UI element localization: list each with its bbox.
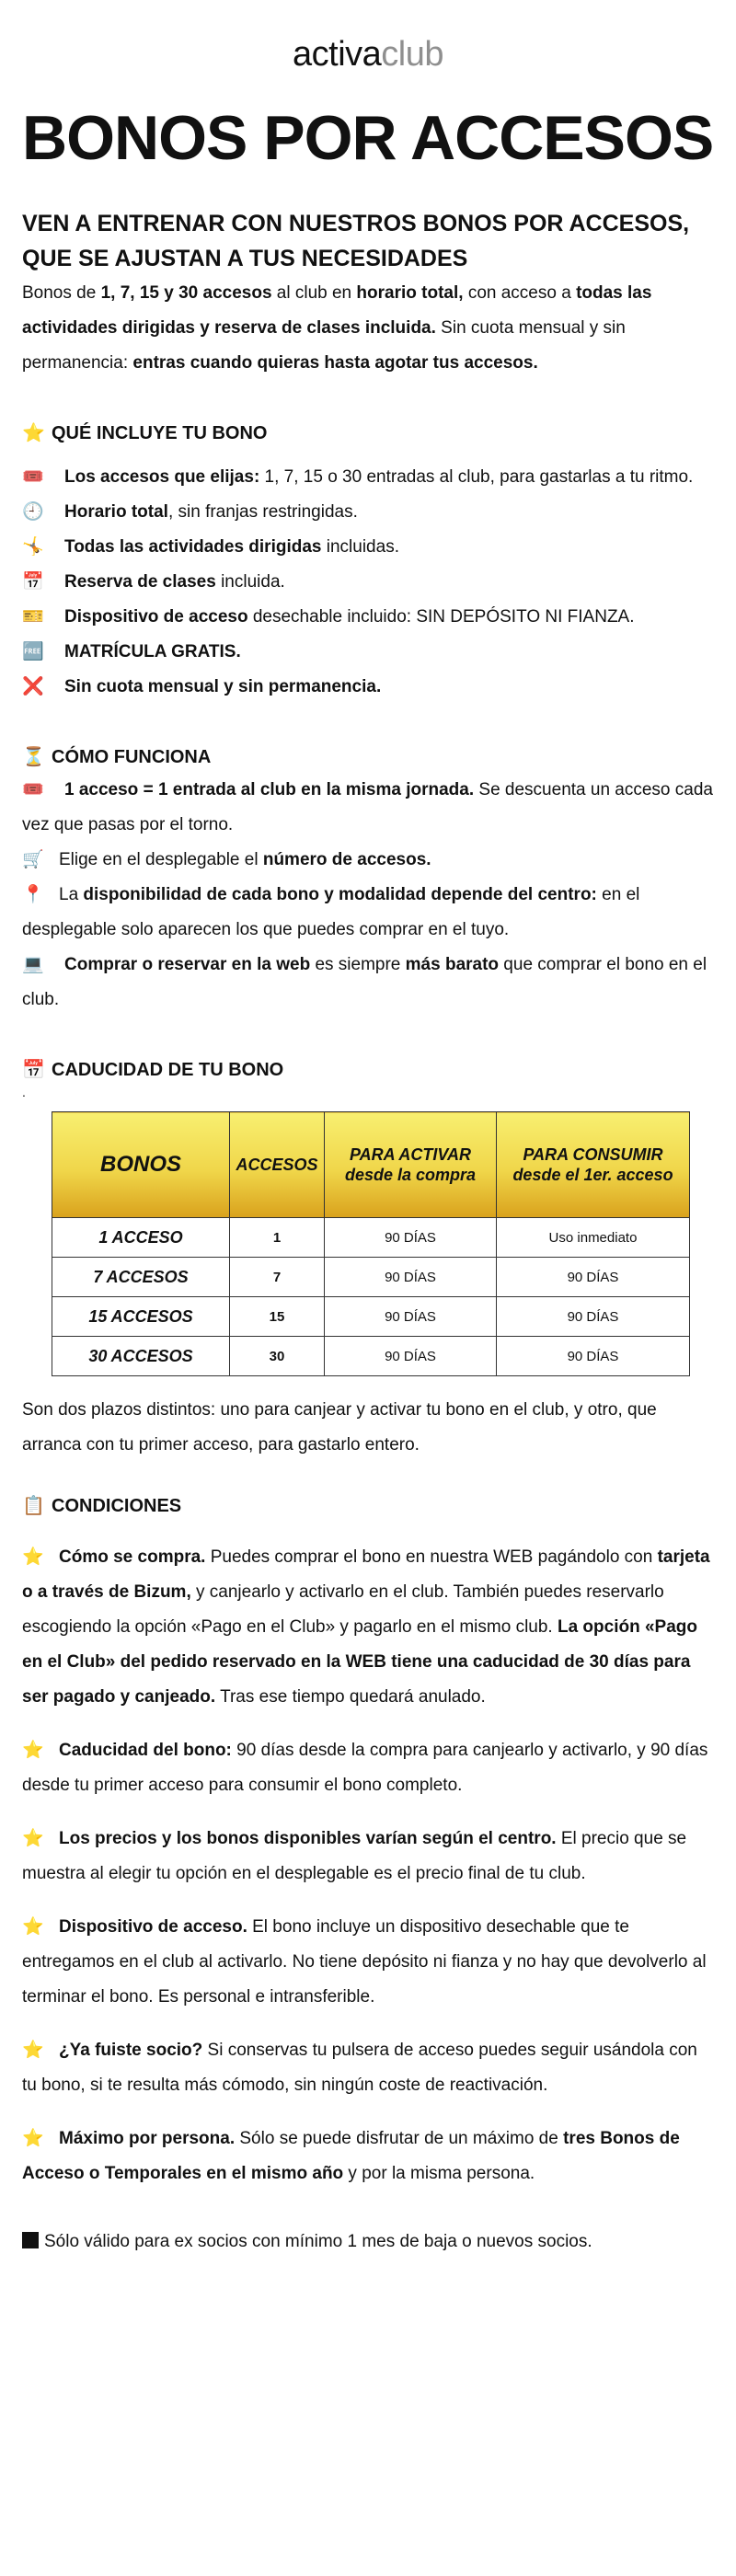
condition-purchase (22, 1540, 714, 1715)
item-bold: Todas las actividades dirigidas (64, 537, 322, 557)
item-bold: Sin cuota mensual y sin permanencia. (64, 677, 382, 696)
section-expiry-heading: CADUCIDAD DE TU BONO (52, 1060, 284, 1080)
list-item (22, 530, 714, 565)
includes-list (22, 460, 714, 705)
para-text: Elige en el desplegable el (59, 850, 263, 869)
para-text: Se descuenta un acceso cada vez que pasas por el torno. (22, 780, 713, 834)
star-icon: ⭐ (22, 1547, 44, 1567)
final-note (22, 2225, 714, 2260)
condition-prices (22, 1822, 714, 1892)
ticket-icon: 🎟️ (22, 467, 44, 487)
how-paragraph-2 (22, 843, 714, 878)
cart-icon: 🛒 (22, 850, 44, 869)
condition-expiry (22, 1733, 714, 1803)
ticket-card-icon: 🎫 (22, 607, 44, 627)
cond-bold-2: tarjeta o a través de Bizum, (22, 1547, 710, 1602)
cond-bold: ¿Ya fuiste socio? (59, 2041, 203, 2060)
item-bold: Horario total (64, 502, 168, 522)
intro-text-3: con acceso a (463, 283, 577, 303)
item-bold: MATRÍCULA GRATIS. (64, 642, 241, 661)
star-icon: ⭐ (22, 2129, 44, 2148)
table-row (52, 1337, 690, 1376)
cond-text-2: y canjearlo y activarlo en el club. También puedes reservarlo escogiendo la opción «Pago en el Club» y pagarlo en el mismo club. (22, 1582, 664, 1637)
cell-accesos: 15 (230, 1297, 325, 1337)
item-bold: Reserva de clases (64, 572, 216, 592)
list-item (22, 460, 714, 495)
condition-former-member (22, 2033, 714, 2103)
para-text-2: que comprar el bono en el club. (22, 955, 707, 1009)
cell-name: 15 ACCESOS (52, 1297, 230, 1337)
item-text: 1, 7, 15 o 30 entradas al club, para gastarlas a tu ritmo. (259, 467, 694, 487)
cell-activar: 90 DÍAS (325, 1218, 497, 1258)
intro-paragraph (22, 276, 714, 381)
intro-bold-1: 1, 7, 15 y 30 accesos (100, 283, 272, 303)
star-icon: ⭐ (22, 423, 45, 443)
cell-accesos: 7 (230, 1258, 325, 1297)
cell-activar: 90 DÍAS (325, 1297, 497, 1337)
how-paragraph-1 (22, 773, 714, 843)
cond-bold: Máximo por persona. (59, 2129, 236, 2148)
cond-text: 90 días desde la compra para canjearlo y activarlo, y 90 días desde tu primer acceso para consumir el bono completo. (22, 1741, 708, 1795)
condition-max-per-person (22, 2122, 714, 2191)
cond-text: Puedes comprar el bono en nuestra WEB pagándolo con (205, 1547, 658, 1567)
list-item (22, 565, 714, 600)
cell-consumir: 90 DÍAS (497, 1258, 690, 1297)
section-conditions-title (22, 1490, 714, 1522)
calendar-icon: 📅 (22, 1060, 45, 1080)
header-accesos: ACCESOS (230, 1112, 325, 1218)
para-bold-2: más barato (405, 955, 500, 974)
para-bold: disponibilidad de cada bono y modalidad depende del centro: (83, 885, 597, 904)
para-text-2: en el desplegable solo aparecen los que puedes comprar en el tuyo. (22, 885, 640, 939)
section-how-heading: CÓMO FUNCIONA (52, 747, 212, 767)
condition-device (22, 1910, 714, 2015)
expiry-note: Son dos plazos distintos: uno para canjear y activar tu bono en el club, y otro, que arranca con tu primer acceso, para gastarlo entero. (22, 1400, 657, 1455)
clipboard-icon: 📋 (22, 1496, 45, 1516)
item-text: incluidas. (321, 537, 399, 557)
intro-text-4: Sin cuota mensual y sin permanencia: (22, 318, 626, 373)
cell-consumir: 90 DÍAS (497, 1297, 690, 1337)
final-note-text: Sólo válido para ex socios con mínimo 1 mes de baja o nuevos socios. (44, 2232, 592, 2251)
cell-accesos: 1 (230, 1218, 325, 1258)
cell-consumir: 90 DÍAS (497, 1337, 690, 1376)
list-item (22, 600, 714, 635)
cross-icon: ❌ (22, 677, 44, 696)
page-title: BONOS POR ACCESOS (22, 103, 714, 173)
hourglass-icon: ⏳ (22, 747, 45, 767)
cond-text: El bono incluye un dispositivo desechable que te entregamos en el club al activarlo. No tiene depósito ni fianza y no hay que devolverlo al terminar el bono. Es personal e intransferible. (22, 1917, 707, 2007)
para-bold: número de accesos. (262, 850, 431, 869)
star-icon: ⭐ (22, 1917, 44, 1937)
item-text: incluida. (215, 572, 285, 592)
para-text: La (59, 885, 84, 904)
header-activar (325, 1112, 497, 1218)
cond-bold: Dispositivo de acceso. (59, 1917, 247, 1937)
intro-bold-4: entras cuando quieras hasta agotar tus accesos. (132, 353, 538, 373)
cell-consumir: Uso inmediato (497, 1218, 690, 1258)
intro-bold-3: todas las actividades dirigidas y reserva de clases incluida. (22, 283, 652, 338)
item-bold: Los accesos que elijas: (64, 467, 260, 487)
item-bold: Dispositivo de acceso (64, 607, 248, 627)
black-square-icon (22, 2232, 39, 2248)
clock-icon: 🕘 (22, 502, 44, 522)
cond-text: Sólo se puede disfrutar de un máximo de (235, 2129, 564, 2148)
intro-bold-2: horario total, (356, 283, 464, 303)
cond-text-3: Tras ese tiempo quedará anulado. (215, 1687, 486, 1707)
pin-icon: 📍 (22, 885, 44, 904)
cond-text-2: y por la misma persona. (343, 2164, 535, 2183)
cond-bold: Cómo se compra. (59, 1547, 206, 1567)
list-item (22, 670, 714, 705)
calendar-icon: 📅 (22, 572, 44, 592)
header-activar-line2: desde la compra (344, 1166, 477, 1184)
table-row (52, 1297, 690, 1337)
cell-name: 7 ACCESOS (52, 1258, 230, 1297)
cell-accesos: 30 (230, 1337, 325, 1376)
free-icon: 🆓 (22, 642, 44, 661)
cell-activar: 90 DÍAS (325, 1258, 497, 1297)
how-paragraph-4 (22, 948, 714, 1018)
laptop-icon: 💻 (22, 955, 44, 974)
cond-bold: Los precios y los bonos disponibles varían según el centro. (59, 1829, 557, 1848)
expiry-table (52, 1111, 690, 1376)
table-header-row (52, 1112, 690, 1218)
cond-text: El precio que se muestra al elegir tu opción en el desplegable es el precio final de tu club. (22, 1829, 687, 1883)
list-item (22, 635, 714, 670)
para-bold: Comprar o reservar en la web (64, 955, 311, 974)
logo-part-activa: activa (293, 35, 382, 74)
section-expiry-title (22, 1054, 714, 1086)
section-includes-title (22, 418, 714, 449)
cond-text: Si conservas tu pulsera de acceso puedes seguir usándola con tu bono, si te resulta más cómodo, sin ningún coste de reactivación. (22, 2041, 697, 2095)
section-includes-heading: QUÉ INCLUYE TU BONO (52, 423, 268, 443)
page-subtitle: VEN A ENTRENAR CON NUESTROS BONOS POR ACCESOS, QUE SE AJUSTAN A TUS NECESIDADES (22, 211, 690, 271)
ticket-icon: 🎟️ (22, 780, 44, 799)
item-text: , sin franjas restringidas. (167, 502, 358, 522)
header-consumir (497, 1112, 690, 1218)
header-bonos: BONOS (52, 1112, 230, 1218)
cell-name: 30 ACCESOS (52, 1337, 230, 1376)
list-item (22, 495, 714, 530)
cell-activar: 90 DÍAS (325, 1337, 497, 1376)
cond-bold: Caducidad del bono: (59, 1741, 232, 1760)
intro-text-1: Bonos de (22, 283, 101, 303)
intro-text-2: al club en (271, 283, 357, 303)
header-consumir-line1: PARA CONSUMIR (523, 1145, 663, 1164)
para-text: es siempre (310, 955, 406, 974)
item-text: desechable incluido: SIN DEPÓSITO NI FIANZA. (247, 607, 635, 627)
header-activar-line1: PARA ACTIVAR (350, 1145, 471, 1164)
table-row (52, 1258, 690, 1297)
para-bold: 1 acceso = 1 entrada al club en la misma jornada. (64, 780, 475, 799)
logo-part-club: club (381, 35, 443, 74)
cond-bold-2: tres Bonos de Acceso o Temporales en el mismo año (22, 2129, 680, 2183)
star-icon: ⭐ (22, 2041, 44, 2060)
table-row (52, 1218, 690, 1258)
how-paragraph-3 (22, 878, 714, 948)
stray-dot: . (22, 1085, 26, 1099)
cond-bold-3: La opción «Pago en el Club» del pedido reservado en la WEB tiene una caducidad de 30 días para ser pagado y canjeado. (22, 1617, 698, 1707)
star-icon: ⭐ (22, 1741, 44, 1760)
logo (22, 0, 714, 79)
cell-name: 1 ACCESO (52, 1218, 230, 1258)
section-how-title (22, 742, 714, 773)
header-consumir-line2: desde el 1er. acceso (512, 1166, 673, 1184)
gymnast-icon: 🤸 (22, 537, 44, 557)
section-conditions-heading: CONDICIONES (52, 1496, 182, 1516)
star-icon: ⭐ (22, 1829, 44, 1848)
